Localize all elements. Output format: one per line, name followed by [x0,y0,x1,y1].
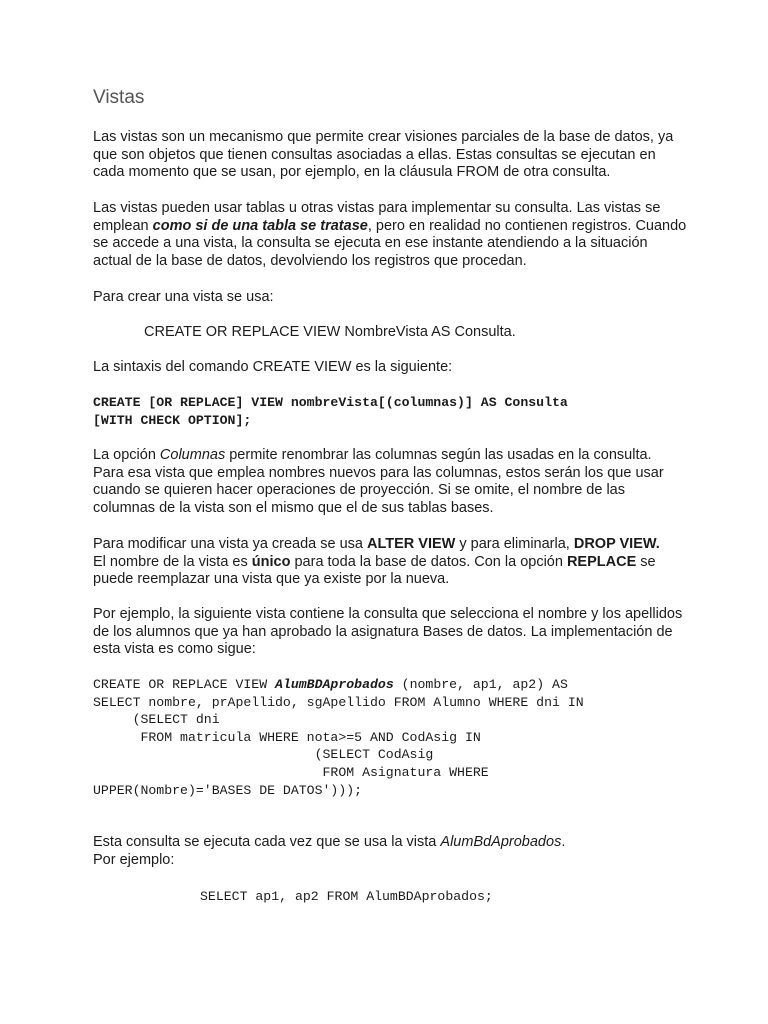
bold-text: ALTER VIEW [367,536,456,552]
page-title: Vistas [93,87,145,108]
text-run: Esta consulta se ejecuta cada vez que se usa la vista [93,834,441,850]
paragraph-uso-vista [93,834,565,869]
text-run: se [636,553,656,570]
text-line: cada momento que se usan, por ejemplo, en la cláusula FROM de otra consulta. [93,164,611,181]
text-line: esta vista es como sigue: [93,641,256,658]
code-line: UPPER(Nombre)='BASES DE DATOS'))); [93,782,363,798]
text-line [93,447,664,465]
syntax-code-block [93,394,568,429]
paragraph-columnas [93,447,664,517]
text-line: Las vistas son un mecanismo que permite crear visiones parciales de la base de datos, ya [93,129,674,145]
text-run: El nombre de la vista es [93,553,252,570]
view-code-block [93,676,584,799]
text-run: permite renombrar las columnas según las usadas en la consulta. [225,447,652,463]
text-line [93,218,686,236]
code-line: SELECT nombre, prApellido, sgApellido FROM Alumno WHERE dni IN [93,694,584,710]
paragraph-sintaxis: La sintaxis del comando CREATE VIEW es la siguiente: [93,359,453,375]
code-line: CREATE [OR REPLACE] VIEW nombreVista[(columnas)] AS Consulta [93,395,568,410]
text-run: Para modificar una vista ya creada se usa [93,536,368,552]
text-run: emplean [93,217,153,234]
text-line: Para esa vista que emplea nombres nuevos para las columnas, estos serán los que usar [93,464,664,481]
bold-text: único [251,553,291,570]
text-line: cuando se quieren hacer operaciones de proyección. Si se omite, el nombre de las [93,482,625,499]
text-line: Las vistas pueden usar tablas u otras vistas para implementar su consulta. Las vistas se [93,200,661,216]
text-line: Por ejemplo, la siguiente vista contiene la consulta que selecciona el nombre y los apellidos [93,606,683,622]
text-run: y para eliminarla, [455,536,574,552]
paragraph-ejemplo [93,606,682,659]
code-line: FROM matricula WHERE nota>=5 AND CodAsig IN [93,729,481,745]
code-line: (SELECT dni [93,712,220,728]
bold-text: REPLACE [566,553,637,570]
bold-text: DROP VIEW. [573,536,660,552]
text-line: columnas de la vista son el mismo que el de sus tablas bases. [93,499,494,516]
create-statement: CREATE OR REPLACE VIEW NombreVista AS Consulta. [144,324,516,340]
text-line: puede reemplazar una vista que ya existe por la nueva. [93,571,450,588]
example-select-statement: SELECT ap1, ap2 FROM AlumBDAprobados; [200,889,493,904]
text-run: para toda la base de datos. Con la opción [290,553,567,570]
code-line: FROM Asignatura WHERE [93,764,489,780]
text-run: La opción [93,447,160,463]
text-line: de los alumnos que ya han aprobado la asignatura Bases de datos. La implementación de [93,623,673,640]
text-line: Por ejemplo: [93,851,175,868]
italic-text: Columnas [159,447,226,463]
paragraph-intro [93,129,673,182]
text-run: . [561,834,566,850]
paragraph-vistas-usage [93,200,686,270]
italic-text: AlumBdAprobados [440,834,562,850]
code-run: (nombre, ap1, ap2) AS [393,677,568,692]
text-line: se accede a una vista, la consulta se ejecuta en ese instante atendiendo a la situación [93,235,648,252]
text-line [93,536,660,554]
text-run: , pero en realidad no contienen registros. Cuando [367,217,687,234]
code-line [93,676,584,694]
code-run: CREATE OR REPLACE VIEW [93,677,276,692]
code-line: (SELECT CodAsig [93,747,434,763]
emphasis-text: como si de una tabla se tratase [152,217,368,234]
text-line [93,834,565,852]
text-line: que son objetos que tienen consultas asociadas a ellas. Estas consultas se ejecutan en [93,146,656,163]
paragraph-crear: Para crear una vista se usa: [93,289,274,305]
view-name-text: AlumBDAprobados [275,677,394,692]
text-line: actual de la base de datos, devolviendo los registros que procedan. [93,252,527,269]
code-line: [WITH CHECK OPTION]; [93,412,252,428]
paragraph-alter-drop [93,536,660,589]
text-line [93,554,660,572]
